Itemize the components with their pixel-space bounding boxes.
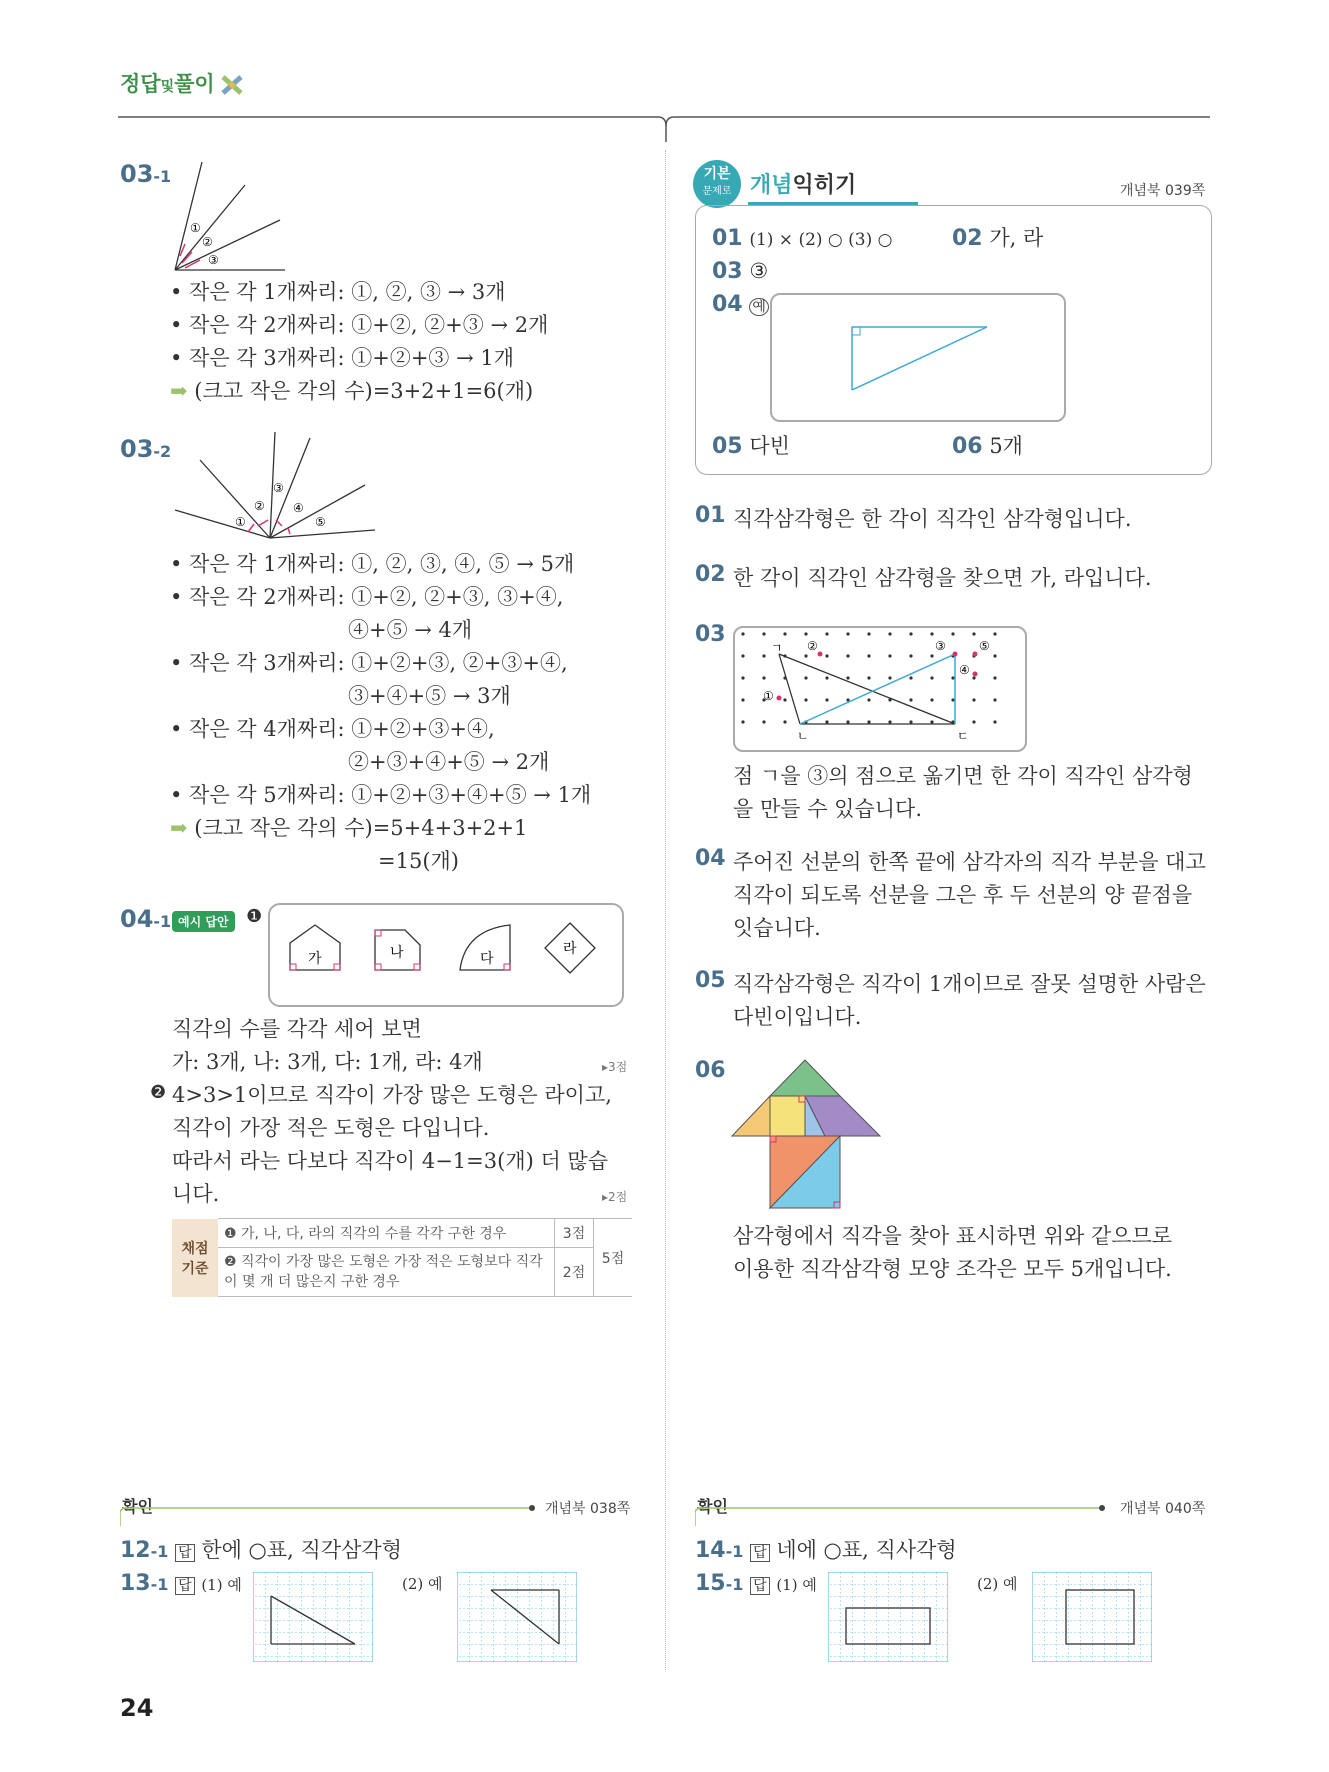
- exp-04-text-b: 직각이 되도록 선분을 그은 후 두 선분의 양 끝점을: [733, 883, 1193, 907]
- answer-06: 06 5개: [952, 434, 1023, 459]
- page-number: 24: [120, 1694, 154, 1722]
- line-03-1-a: • 작은 각 1개짜리: ①, ②, ③ → 3개: [170, 280, 506, 304]
- grid-dot: [867, 720, 870, 723]
- grid-dot: [867, 632, 870, 635]
- angle-label: ①: [235, 515, 246, 529]
- grid-dot: [951, 676, 954, 679]
- text-04-1-d: 직각이 가장 적은 도형은 다입니다.: [172, 1116, 490, 1140]
- line-03-1-c: • 작은 각 3개짜리: ①+②+③ → 1개: [170, 346, 515, 370]
- answer-15-1: 15-1 답 (1) 예: [695, 1571, 817, 1596]
- arrow-icon: ➡: [170, 816, 188, 840]
- grid-dot: [972, 698, 975, 701]
- grid-dot: [741, 698, 744, 701]
- line-03-2-h: • 작은 각 5개짜리: ①+②+③+④+⑤ → 1개: [170, 783, 592, 807]
- score-3: ▸3점: [602, 1060, 628, 1074]
- line-03-2-a: • 작은 각 1개짜리: ①, ②, ③, ④, ⑤ → 5개: [170, 552, 575, 576]
- shapes-box: [268, 903, 624, 1007]
- point-label: ②: [807, 639, 818, 653]
- shape-label: 라: [563, 941, 577, 957]
- grid-dot: [972, 632, 975, 635]
- shape-label: 가: [308, 951, 322, 967]
- grid-dot: [867, 698, 870, 701]
- step1-marker: ❶: [246, 906, 263, 927]
- point-label: ④: [959, 663, 970, 677]
- arrow-icon: ➡: [170, 379, 188, 403]
- exp-05-text-b: 다빈이입니다.: [733, 1005, 862, 1029]
- grid-15-1-1: [828, 1572, 948, 1662]
- grid-dot: [825, 698, 828, 701]
- grid-dot: [930, 720, 933, 723]
- exp-05-text-a: 직각삼각형은 직각이 1개이므로 잘못 설명한 사람은: [733, 972, 1206, 996]
- exp-02-num: 02: [695, 562, 726, 587]
- result-03-2-a: ➡ (크고 작은 각의 수)=5+4+3+2+1: [170, 816, 528, 840]
- answer-icon: 답: [750, 1577, 770, 1595]
- grid-dot: [825, 720, 828, 723]
- grid-dot: [951, 632, 954, 635]
- example-answer-tag: 예시 답안: [172, 911, 235, 932]
- exp-02-text: 한 각이 직각인 삼각형을 찾으면 가, 라입니다.: [733, 566, 1152, 590]
- line-03-2-f: • 작은 각 4개짜리: ①+②+③+④,: [170, 717, 495, 741]
- exp-05-num: 05: [695, 968, 726, 993]
- answer-04: 04 예: [712, 288, 769, 324]
- grid-dot: [909, 720, 912, 723]
- grid-dot: [741, 654, 744, 657]
- result-03-2-b: =15(개): [378, 849, 459, 873]
- angle-label: ③: [273, 481, 284, 495]
- dot-grid-figure: [733, 626, 1027, 752]
- scoring-criteria-table: [172, 1218, 632, 1297]
- grid-15-1-2: [1032, 1572, 1152, 1662]
- problem-03-1-label: 03-1: [120, 160, 172, 188]
- exp-06-text-b: 이용한 직각삼각형 모양 조각은 모두 5개입니다.: [733, 1257, 1172, 1281]
- answer-01: 01 (1) × (2) ○ (3) ○: [712, 226, 893, 251]
- angle-label: ①: [190, 221, 201, 235]
- exp-06-text-a: 삼각형에서 직각을 찾아 표시하면 위와 같으므로: [733, 1224, 1173, 1248]
- grid-dot: [993, 698, 996, 701]
- grid-dot: [762, 632, 765, 635]
- angle-label: ④: [293, 501, 304, 515]
- confirm-label-right: 확인: [697, 1497, 728, 1516]
- answer-icon: 답: [175, 1577, 195, 1595]
- grid-dot: [825, 676, 828, 679]
- answer-icon: 답: [750, 1544, 770, 1562]
- grid-dot: [930, 698, 933, 701]
- angle-label: ②: [254, 499, 265, 513]
- line-03-2-b: • 작은 각 2개짜리: ①+②, ②+③, ③+④,: [170, 585, 564, 609]
- grid-dot: [846, 720, 849, 723]
- grid-dot: [930, 654, 933, 657]
- grid-dot: [846, 654, 849, 657]
- exp-01-text: 직각삼각형은 한 각이 직각인 삼각형입니다.: [733, 507, 1132, 531]
- confirm-rule-right: [695, 1502, 1115, 1532]
- answer-15-1-part2: (2) 예: [977, 1575, 1018, 1593]
- exp-04-text-a: 주어진 선분의 한쪽 끝에 삼각자의 직각 부분을 대고: [733, 850, 1206, 874]
- exp-03-num: 03: [695, 622, 726, 647]
- grid-dot: [888, 676, 891, 679]
- exp-04-text-c: 잇습니다.: [733, 916, 821, 940]
- grid-dot: [867, 676, 870, 679]
- exp-04-num: 04: [695, 846, 726, 871]
- point-label: ㄱ: [771, 641, 783, 655]
- grid-dot: [888, 654, 891, 657]
- score-2: ▸2점: [602, 1190, 628, 1204]
- grid-dot: [762, 720, 765, 723]
- shape-label: 나: [390, 945, 404, 961]
- grid-dot: [741, 632, 744, 635]
- angle-label: ⑤: [315, 515, 326, 529]
- header-rule: [118, 112, 1213, 152]
- header-title-part2: 풀이: [174, 72, 215, 96]
- answer-13-1: 13-1 답 (1) 예: [120, 1571, 242, 1596]
- criteria-1-points: 3점: [555, 1219, 594, 1248]
- grid-dot: [825, 654, 828, 657]
- grid-13-1-1: [253, 1572, 373, 1662]
- confirm-ref-left: 개념북 038쪽: [545, 1501, 631, 1517]
- exp-06-num: 06: [695, 1058, 726, 1083]
- problem-03-2-label: 03-2: [120, 435, 172, 463]
- grid-dot: [762, 654, 765, 657]
- angle-figure-03-2: [170, 430, 380, 545]
- text-04-1-f: 니다.: [172, 1182, 220, 1206]
- grid-dot: [993, 720, 996, 723]
- header-title-part1: 정답: [120, 72, 161, 96]
- grid-dot: [846, 632, 849, 635]
- grid-dot: [951, 698, 954, 701]
- exp-01-num: 01: [695, 503, 726, 528]
- line-03-1-b: • 작은 각 2개짜리: ①+②, ②+③ → 2개: [170, 313, 549, 337]
- text-04-1-e: 따라서 라는 다보다 직각이 4−1=3(개) 더 많습: [172, 1149, 609, 1173]
- section-title: 개념익히기: [750, 173, 857, 198]
- angle-label: ③: [208, 253, 219, 267]
- criteria-total: 5점: [594, 1219, 633, 1297]
- answer-13-1-part2: (2) 예: [402, 1575, 443, 1593]
- answer-12-1: 12-1 답 한에 ○표, 직각삼각형: [120, 1538, 402, 1563]
- tangram-figure: [730, 1058, 890, 1218]
- grid-dot: [783, 720, 786, 723]
- point-label: ㄴ: [797, 729, 809, 743]
- confirm-label-left: 확인: [122, 1497, 153, 1516]
- point-label: ⑤: [979, 639, 990, 653]
- column-divider: [665, 150, 666, 1670]
- page-header: [120, 68, 246, 100]
- point-label: ①: [763, 689, 774, 703]
- grid-dot: [783, 698, 786, 701]
- answer-05: 05 다빈: [712, 434, 790, 459]
- exp-03-text-a: 점 ㄱ을 ③의 점으로 옮기면 한 각이 직각인 삼각형: [733, 764, 1193, 788]
- grid-dot: [804, 654, 807, 657]
- grid-dot: [888, 632, 891, 635]
- grid-dot: [888, 720, 891, 723]
- answer-02: 02 가, 라: [952, 226, 1044, 251]
- grid-dot: [909, 654, 912, 657]
- line-03-2-e: ③+④+⑤ → 3개: [348, 684, 511, 708]
- angle-figure-03-1: [170, 160, 290, 275]
- grid-dot: [972, 676, 975, 679]
- grid-dot: [993, 632, 996, 635]
- criteria-1-text: ❶ 가, 나, 다, 라의 직각의 수를 각각 구한 경우: [218, 1219, 555, 1248]
- grid-dot: [825, 632, 828, 635]
- exp-03-text-b: 을 만들 수 있습니다.: [733, 797, 922, 821]
- result-03-1: ➡ (크고 작은 각의 수)=3+2+1=6(개): [170, 379, 534, 403]
- point-label: ③: [935, 639, 946, 653]
- grid-dot: [930, 676, 933, 679]
- pencil-ruler-icon: [220, 74, 246, 100]
- confirm-ref-right: 개념북 040쪽: [1120, 1501, 1206, 1517]
- grid-dot: [741, 720, 744, 723]
- criteria-label: 채점 기준: [172, 1219, 218, 1297]
- text-04-1-c: 4>3>1이므로 직각이 가장 많은 도형은 라이고,: [172, 1083, 612, 1107]
- step2-marker: ❷: [150, 1082, 167, 1103]
- section-badge: 기본 문제로: [693, 160, 741, 208]
- text-04-1-b: 가: 3개, 나: 3개, 다: 1개, 라: 4개: [172, 1050, 483, 1074]
- grid-dot: [804, 698, 807, 701]
- answer-04-figure: [770, 293, 1066, 422]
- grid-dot: [741, 676, 744, 679]
- point-label: ㄷ: [957, 729, 969, 743]
- grid-dot: [846, 676, 849, 679]
- criteria-2-text: ❷ 직각이 가장 많은 도형은 가장 적은 도형보다 직각이 몇 개 더 많은지 구한 경우: [218, 1248, 555, 1297]
- header-title-mid: 및: [160, 79, 175, 95]
- grid-dot: [909, 698, 912, 701]
- grid-dot: [993, 654, 996, 657]
- angle-label: ②: [202, 235, 213, 249]
- dot-grid-svg: [735, 628, 1025, 750]
- answer-14-1: 14-1 답 네에 ○표, 직사각형: [695, 1538, 957, 1563]
- line-03-2-c: ④+⑤ → 4개: [348, 618, 473, 642]
- grid-dot: [993, 676, 996, 679]
- line-03-2-d: • 작은 각 3개짜리: ①+②+③, ②+③+④,: [170, 651, 568, 675]
- grid-dot: [783, 632, 786, 635]
- grid-dot: [804, 676, 807, 679]
- text-04-1-a: 직각의 수를 각각 세어 보면: [172, 1017, 422, 1041]
- grid-dot: [762, 676, 765, 679]
- criteria-2-points: 2점: [555, 1248, 594, 1297]
- grid-dot: [909, 632, 912, 635]
- grid-dot: [804, 632, 807, 635]
- grid-dot: [909, 676, 912, 679]
- grid-dot: [867, 654, 870, 657]
- line-03-2-g: ②+③+④+⑤ → 2개: [348, 750, 550, 774]
- answer-icon: 답: [175, 1544, 195, 1562]
- section-ref: 개념북 039쪽: [1120, 183, 1206, 199]
- problem-04-1-label: 04-1: [120, 905, 172, 933]
- confirm-rule-left: [120, 1502, 540, 1532]
- shape-label: 다: [480, 951, 494, 967]
- grid-dot: [930, 632, 933, 635]
- answer-03: 03 ③: [712, 259, 769, 284]
- grid-13-1-2: [457, 1572, 577, 1662]
- grid-dot: [972, 720, 975, 723]
